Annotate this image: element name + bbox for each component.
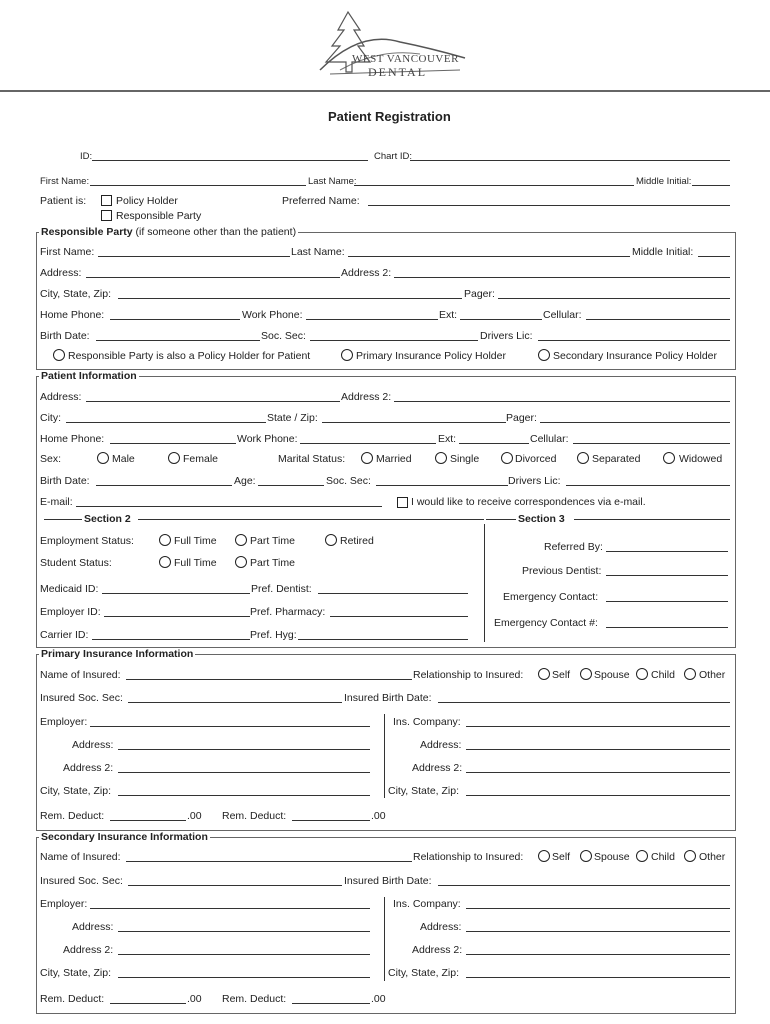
- si-ins-company-label: Ins. Company:: [393, 898, 461, 910]
- rp-pager-label: Pager:: [464, 288, 495, 300]
- employment-retired-radio[interactable]: [325, 534, 337, 546]
- middle-initial-label: Middle Initial:: [636, 176, 692, 187]
- pt-age-field[interactable]: [258, 485, 324, 486]
- pi-company-address-field[interactable]: [466, 749, 730, 750]
- page-title: Patient Registration: [328, 109, 451, 124]
- employment-part-time-label: Part Time: [250, 535, 295, 547]
- student-full-time-radio[interactable]: [159, 556, 171, 568]
- rp-work-phone-field[interactable]: [306, 319, 438, 320]
- section2-legend: Section 2: [84, 513, 131, 525]
- section3-legend: Section 3: [518, 513, 565, 525]
- pi-rem-deduct2-field[interactable]: [292, 820, 370, 821]
- pt-drivers-lic-field[interactable]: [566, 485, 730, 486]
- pi-spouse-radio[interactable]: [580, 668, 592, 680]
- si-other-radio[interactable]: [684, 850, 696, 862]
- last-name-label: Last Name:: [308, 176, 357, 187]
- rp-also-policy-holder-radio[interactable]: [53, 349, 65, 361]
- rp-cellular-label: Cellular:: [543, 309, 582, 321]
- pi-soc-sec-label: Insured Soc. Sec:: [40, 692, 123, 704]
- sex-female-radio[interactable]: [168, 452, 180, 464]
- rp-drivers-lic-field[interactable]: [538, 340, 730, 341]
- si-spouse-label: Spouse: [594, 851, 630, 863]
- responsible-legend-title: Responsible Party: [41, 226, 133, 238]
- rp-ext-field[interactable]: [460, 319, 542, 320]
- pi-child-label: Child: [651, 669, 675, 681]
- marital-widowed-radio[interactable]: [663, 452, 675, 464]
- si-ins-company-field[interactable]: [466, 908, 730, 909]
- pi-rem-deduct2-label: Rem. Deduct:: [222, 810, 287, 822]
- si-company-city-field[interactable]: [466, 977, 730, 978]
- rp-cellular-field[interactable]: [586, 319, 730, 320]
- pi-ins-company-field[interactable]: [466, 726, 730, 727]
- sex-female-label: Female: [183, 453, 219, 465]
- pi-company-address2-label: Address 2:: [412, 762, 463, 774]
- si-company-address2-field[interactable]: [466, 954, 730, 955]
- si-child-label: Child: [651, 851, 675, 863]
- pi-rem-deduct2-suffix: .00: [371, 810, 386, 822]
- student-part-time-label: Part Time: [250, 557, 295, 569]
- middle-initial-field[interactable]: [692, 185, 730, 186]
- pi-ins-company-label: Ins. Company:: [393, 716, 461, 728]
- pt-birth-date-field[interactable]: [96, 485, 232, 486]
- pi-birth-date-label: Insured Birth Date:: [344, 692, 432, 704]
- rp-home-phone-field[interactable]: [110, 319, 240, 320]
- rp-address2-field[interactable]: [394, 277, 730, 278]
- pi-company-address2-field[interactable]: [466, 772, 730, 773]
- pi-company-city-label: City, State, Zip:: [388, 785, 459, 797]
- si-company-city-label: City, State, Zip:: [388, 967, 459, 979]
- preferred-name-field[interactable]: [368, 205, 730, 206]
- marital-divorced-radio[interactable]: [501, 452, 513, 464]
- section3-rule-left: [486, 519, 516, 520]
- referred-by-label: Referred By:: [544, 541, 603, 553]
- employment-status-label: Employment Status:: [40, 535, 134, 547]
- si-child-radio[interactable]: [636, 850, 648, 862]
- pi-name-insured-field[interactable]: [126, 679, 412, 680]
- pt-soc-sec-label: Soc. Sec:: [326, 475, 371, 487]
- section-divider: [484, 524, 485, 642]
- rp-soc-sec-label: Soc. Sec:: [261, 330, 306, 342]
- si-rem-deduct2-field[interactable]: [292, 1003, 370, 1004]
- secondary-insurance-section: [36, 837, 736, 1014]
- pi-name-insured-label: Name of Insured:: [40, 669, 121, 681]
- marital-divorced-label: Divorced: [515, 453, 557, 465]
- pi-other-label: Other: [699, 669, 726, 681]
- section2-rule-left: [44, 519, 82, 520]
- id-label: ID:: [80, 151, 93, 162]
- preferred-name-label: Preferred Name:: [282, 195, 360, 207]
- pi-self-radio[interactable]: [538, 668, 550, 680]
- responsible-legend-note: (if someone other than the patient): [135, 226, 297, 238]
- marital-married-radio[interactable]: [361, 452, 373, 464]
- pi-employer-field[interactable]: [90, 726, 370, 727]
- chart-id-label: Chart ID:: [374, 151, 413, 162]
- employment-full-time-radio[interactable]: [159, 534, 171, 546]
- marital-separated-radio[interactable]: [577, 452, 589, 464]
- rp-secondary-holder-label: Secondary Insurance Policy Holder: [553, 350, 718, 362]
- pi-address2-label: Address 2:: [63, 762, 114, 774]
- pt-home-phone-field[interactable]: [110, 443, 236, 444]
- id-field[interactable]: [92, 160, 368, 161]
- si-other-label: Other: [699, 851, 726, 863]
- pt-pager-field[interactable]: [540, 422, 730, 423]
- si-name-insured-field[interactable]: [126, 861, 412, 862]
- si-soc-sec-field[interactable]: [128, 885, 342, 886]
- si-self-radio[interactable]: [538, 850, 550, 862]
- si-rem-deduct2-suffix: .00: [371, 993, 386, 1005]
- si-city-label: City, State, Zip:: [40, 967, 111, 979]
- si-company-address-field[interactable]: [466, 931, 730, 932]
- email-correspondence-checkbox[interactable]: [397, 497, 408, 508]
- pi-spouse-label: Spouse: [594, 669, 630, 681]
- si-soc-sec-label: Insured Soc. Sec:: [40, 875, 123, 887]
- rp-first-name-label: First Name:: [40, 246, 95, 258]
- pt-email-field[interactable]: [76, 506, 382, 507]
- si-address-label: Address:: [72, 921, 114, 933]
- carrier-id-label: Carrier ID:: [40, 629, 89, 641]
- policy-holder-label: Policy Holder: [116, 195, 178, 207]
- marital-status-label: Marital Status:: [278, 453, 346, 465]
- marital-single-radio[interactable]: [435, 452, 447, 464]
- si-birth-date-field[interactable]: [438, 885, 730, 886]
- pi-company-address-label: Address:: [420, 739, 462, 751]
- pt-address-label: Address:: [40, 391, 82, 403]
- emergency-contact-number-field[interactable]: [606, 627, 728, 628]
- pt-work-phone-label: Work Phone:: [237, 433, 298, 445]
- logo-line1: WEST VANCOUVER: [352, 53, 459, 65]
- section3-rule-right: [574, 519, 730, 520]
- si-spouse-radio[interactable]: [580, 850, 592, 862]
- employer-id-label: Employer ID:: [40, 606, 101, 618]
- si-employer-label: Employer:: [40, 898, 88, 910]
- primary-insurance-section: [36, 654, 736, 831]
- rp-ext-label: Ext:: [439, 309, 458, 321]
- emergency-contact-label: Emergency Contact:: [503, 591, 599, 603]
- si-rem-deduct1-label: Rem. Deduct:: [40, 993, 105, 1005]
- first-name-field[interactable]: [90, 185, 306, 186]
- pt-age-label: Age:: [234, 475, 256, 487]
- pt-address-field[interactable]: [86, 401, 340, 402]
- student-status-label: Student Status:: [40, 557, 112, 569]
- si-city-field[interactable]: [118, 977, 370, 978]
- rp-middle-initial-field[interactable]: [698, 256, 730, 257]
- pi-soc-sec-field[interactable]: [128, 702, 342, 703]
- si-column-divider: [384, 897, 385, 981]
- rp-home-phone-label: Home Phone:: [40, 309, 105, 321]
- si-address2-field[interactable]: [118, 954, 370, 955]
- rp-city-field[interactable]: [118, 298, 462, 299]
- sex-male-label: Male: [112, 453, 135, 465]
- si-rem-deduct1-field[interactable]: [110, 1003, 186, 1004]
- pref-dentist-field[interactable]: [318, 593, 468, 594]
- pt-address2-field[interactable]: [394, 401, 730, 402]
- responsible-party-legend: [39, 226, 298, 238]
- first-name-label: First Name:: [40, 176, 90, 187]
- pt-email-label: E-mail:: [40, 496, 73, 508]
- rp-soc-sec-field[interactable]: [310, 340, 478, 341]
- si-rem-deduct2-label: Rem. Deduct:: [222, 993, 287, 1005]
- pt-city-field[interactable]: [66, 422, 266, 423]
- marital-single-label: Single: [450, 453, 480, 465]
- rp-last-name-label: Last Name:: [291, 246, 345, 258]
- rp-address2-label: Address 2:: [341, 267, 392, 279]
- si-company-address2-label: Address 2:: [412, 944, 463, 956]
- medicaid-id-field[interactable]: [102, 593, 250, 594]
- pi-other-radio[interactable]: [684, 668, 696, 680]
- employer-id-field[interactable]: [104, 616, 250, 617]
- pi-column-divider: [384, 714, 385, 798]
- previous-dentist-field[interactable]: [606, 575, 728, 576]
- pref-dentist-label: Pref. Dentist:: [251, 583, 312, 595]
- pt-sex-label: Sex:: [40, 453, 62, 465]
- pi-city-field[interactable]: [118, 795, 370, 796]
- si-company-address-label: Address:: [420, 921, 462, 933]
- section2-rule-right: [138, 519, 484, 520]
- carrier-id-field[interactable]: [92, 639, 250, 640]
- student-full-time-label: Full Time: [174, 557, 217, 569]
- pt-city-label: City:: [40, 412, 61, 424]
- employment-full-time-label: Full Time: [174, 535, 217, 547]
- pi-employer-label: Employer:: [40, 716, 88, 728]
- secondary-insurance-legend: Secondary Insurance Information: [41, 831, 208, 843]
- pi-birth-date-field[interactable]: [438, 702, 730, 703]
- pt-state-zip-label: State / Zip:: [267, 412, 318, 424]
- emergency-contact-number-label: Emergency Contact #:: [494, 617, 598, 629]
- marital-married-label: Married: [376, 453, 412, 465]
- rp-secondary-holder-radio[interactable]: [538, 349, 550, 361]
- pi-rem-deduct1-suffix: .00: [187, 810, 202, 822]
- pt-soc-sec-field[interactable]: [376, 485, 508, 486]
- pi-company-city-field[interactable]: [466, 795, 730, 796]
- pi-address-label: Address:: [72, 739, 114, 751]
- pref-hyg-field[interactable]: [298, 639, 468, 640]
- pt-address2-label: Address 2:: [341, 391, 392, 403]
- si-self-label: Self: [552, 851, 571, 863]
- pi-rem-deduct1-label: Rem. Deduct:: [40, 810, 105, 822]
- rp-pager-field[interactable]: [498, 298, 730, 299]
- employment-part-time-radio[interactable]: [235, 534, 247, 546]
- pt-ext-label: Ext:: [438, 433, 457, 445]
- pref-hyg-label: Pref. Hyg:: [250, 629, 297, 641]
- patient-information-section: [36, 376, 736, 648]
- student-part-time-radio[interactable]: [235, 556, 247, 568]
- si-address-field[interactable]: [118, 931, 370, 932]
- pi-relationship-label: Relationship to Insured:: [413, 669, 524, 681]
- rp-primary-holder-label: Primary Insurance Policy Holder: [356, 350, 506, 362]
- rp-primary-holder-radio[interactable]: [341, 349, 353, 361]
- email-correspondence-label: I would like to receive correspondences via e-mail.: [411, 496, 646, 508]
- header-divider: [0, 90, 770, 92]
- rp-last-name-field[interactable]: [348, 256, 630, 257]
- rp-work-phone-label: Work Phone:: [242, 309, 303, 321]
- si-name-insured-label: Name of Insured:: [40, 851, 121, 863]
- si-rem-deduct1-suffix: .00: [187, 993, 202, 1005]
- si-address2-label: Address 2:: [63, 944, 114, 956]
- rp-drivers-lic-label: Drivers Lic:: [480, 330, 533, 342]
- si-employer-field[interactable]: [90, 908, 370, 909]
- rp-first-name-field[interactable]: [98, 256, 290, 257]
- pt-state-zip-field[interactable]: [322, 422, 506, 423]
- emergency-contact-field[interactable]: [606, 601, 728, 602]
- responsible-party-label: Responsible Party: [116, 210, 202, 222]
- pref-pharmacy-label: Pref. Pharmacy:: [250, 606, 326, 618]
- pt-ext-field[interactable]: [459, 443, 529, 444]
- rp-birth-date-label: Birth Date:: [40, 330, 90, 342]
- previous-dentist-label: Previous Dentist:: [522, 565, 602, 577]
- marital-separated-label: Separated: [592, 453, 641, 465]
- si-relationship-label: Relationship to Insured:: [413, 851, 524, 863]
- marital-widowed-label: Widowed: [679, 453, 723, 465]
- pt-drivers-lic-label: Drivers Lic:: [508, 475, 561, 487]
- sex-male-radio[interactable]: [97, 452, 109, 464]
- rp-middle-initial-label: Middle Initial:: [632, 246, 694, 258]
- rp-birth-date-field[interactable]: [96, 340, 260, 341]
- pt-birth-date-label: Birth Date:: [40, 475, 90, 487]
- rp-address-field[interactable]: [86, 277, 340, 278]
- referred-by-field[interactable]: [606, 551, 728, 552]
- primary-insurance-legend: Primary Insurance Information: [41, 648, 194, 660]
- rp-city-label: City, State, Zip:: [40, 288, 111, 300]
- chart-id-field[interactable]: [410, 160, 730, 161]
- pi-city-label: City, State, Zip:: [40, 785, 111, 797]
- pt-cellular-label: Cellular:: [530, 433, 569, 445]
- pi-child-radio[interactable]: [636, 668, 648, 680]
- patient-is-label: Patient is:: [40, 195, 87, 207]
- employment-retired-label: Retired: [340, 535, 374, 547]
- pi-address-field[interactable]: [118, 749, 370, 750]
- pt-cellular-field[interactable]: [573, 443, 730, 444]
- pi-address2-field[interactable]: [118, 772, 370, 773]
- logo-line2: DENTAL: [368, 65, 428, 79]
- last-name-field[interactable]: [354, 185, 634, 186]
- pt-work-phone-field[interactable]: [300, 443, 436, 444]
- patient-info-legend: Patient Information: [41, 370, 137, 382]
- pref-pharmacy-field[interactable]: [330, 616, 468, 617]
- pi-rem-deduct1-field[interactable]: [110, 820, 186, 821]
- rp-address-label: Address:: [40, 267, 82, 279]
- policy-holder-checkbox[interactable]: [101, 195, 112, 206]
- pt-home-phone-label: Home Phone:: [40, 433, 105, 445]
- si-birth-date-label: Insured Birth Date:: [344, 875, 432, 887]
- pi-self-label: Self: [552, 669, 571, 681]
- medicaid-id-label: Medicaid ID:: [40, 583, 99, 595]
- responsible-party-checkbox[interactable]: [101, 210, 112, 221]
- pt-pager-label: Pager:: [506, 412, 537, 424]
- rp-also-policy-holder-label: Responsible Party is also a Policy Holder for Patient: [68, 350, 311, 362]
